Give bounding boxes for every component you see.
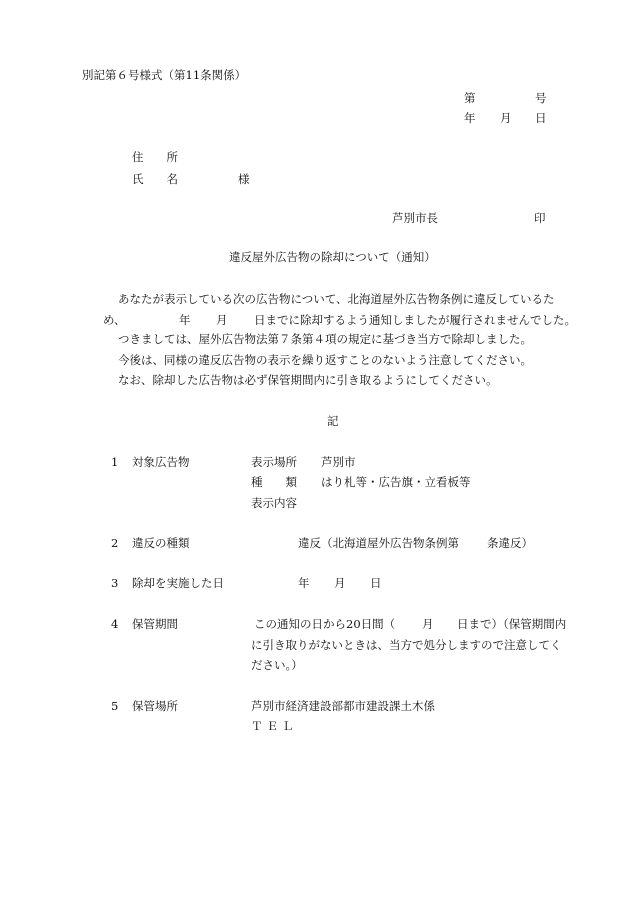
sender-title: 芦別市長 — [392, 211, 438, 225]
item-2-label: 違反の種類 — [132, 536, 190, 550]
body-line-3: つきましては、屋外広告物法第７条第４項の規定に基づき当方で除却しました。 — [118, 332, 532, 346]
body-line-5: なお、除却した広告物は必ず保管期間内に引き取るようにしてください。 — [118, 373, 498, 387]
body-line-2-prefix: め、 — [103, 313, 126, 327]
body-line-4: 今後は、同様の違反広告物の表示を繰り返すことのないよう注意してください。 — [118, 353, 532, 367]
date-year: 年 — [464, 111, 476, 125]
item-1-kind-label: 種 類 — [251, 475, 297, 489]
date-month: 月 — [500, 111, 512, 125]
item-4-line-2: に引き取りがないときは、当方で処分しますので注意してく — [251, 638, 562, 652]
item-3-year: 年 — [298, 576, 310, 590]
recipient-honorific: 様 — [238, 172, 250, 186]
body-line-2-year: 年 — [179, 313, 191, 327]
item-1-label: 対象広告物 — [132, 455, 190, 469]
item-1-place-label: 表示場所 — [251, 455, 297, 469]
item-3-day: 日 — [370, 576, 382, 590]
body-line-2-rest: 日までに除却するよう通知しましたが履行されませんでした。 — [254, 313, 576, 327]
item-3-number: 3 — [111, 576, 119, 590]
body-line-1: あなたが表示している次の広告物について、北海道屋外広告物条例に違反しているた — [118, 292, 555, 306]
date-day: 日 — [535, 111, 547, 125]
item-5-label: 保管場所 — [132, 699, 178, 713]
item-4-line-1-a: この通知の日から20日間（ — [254, 617, 396, 631]
item-5-number: 5 — [111, 699, 119, 713]
document-title: 違反屋外広告物の除却について（通知） — [229, 250, 436, 264]
sender-seal: 印 — [534, 211, 546, 225]
item-2-text-prefix: 違反（北海道屋外広告物条例第 — [298, 536, 459, 550]
item-5-line-1: 芦別市経済建設部都市建設課土木係 — [251, 699, 435, 713]
document-number-dai: 第 — [464, 91, 476, 105]
item-5-tel: ＴＥＬ — [251, 719, 298, 733]
item-4-number: 4 — [111, 617, 119, 631]
form-number: 別記第６号様式（第11条関係） — [82, 68, 247, 82]
item-4-line-1-b: 日まで）（保管期間内 — [457, 617, 567, 631]
item-1-place-value: 芦別市 — [321, 455, 356, 469]
body-line-2-month: 月 — [216, 313, 228, 327]
item-4-line-1-month: 月 — [422, 617, 434, 631]
item-3-label: 除却を実施した日 — [132, 576, 224, 590]
document-number-go: 号 — [535, 91, 547, 105]
item-1-number: 1 — [111, 455, 119, 469]
item-3-month: 月 — [334, 576, 346, 590]
item-4-label: 保管期間 — [132, 617, 178, 631]
item-2-text-suffix: 条違反） — [487, 536, 533, 550]
item-1-content-label: 表示内容 — [251, 496, 297, 510]
item-4-line-3: ださい。） — [251, 658, 303, 672]
item-1-kind-value: はり札等・広告旗・立看板等 — [321, 475, 471, 489]
ki-marker: 記 — [327, 414, 339, 428]
item-2-number: 2 — [111, 536, 119, 550]
recipient-name-label: 氏 名 — [132, 172, 178, 186]
recipient-address-label: 住 所 — [132, 150, 178, 164]
